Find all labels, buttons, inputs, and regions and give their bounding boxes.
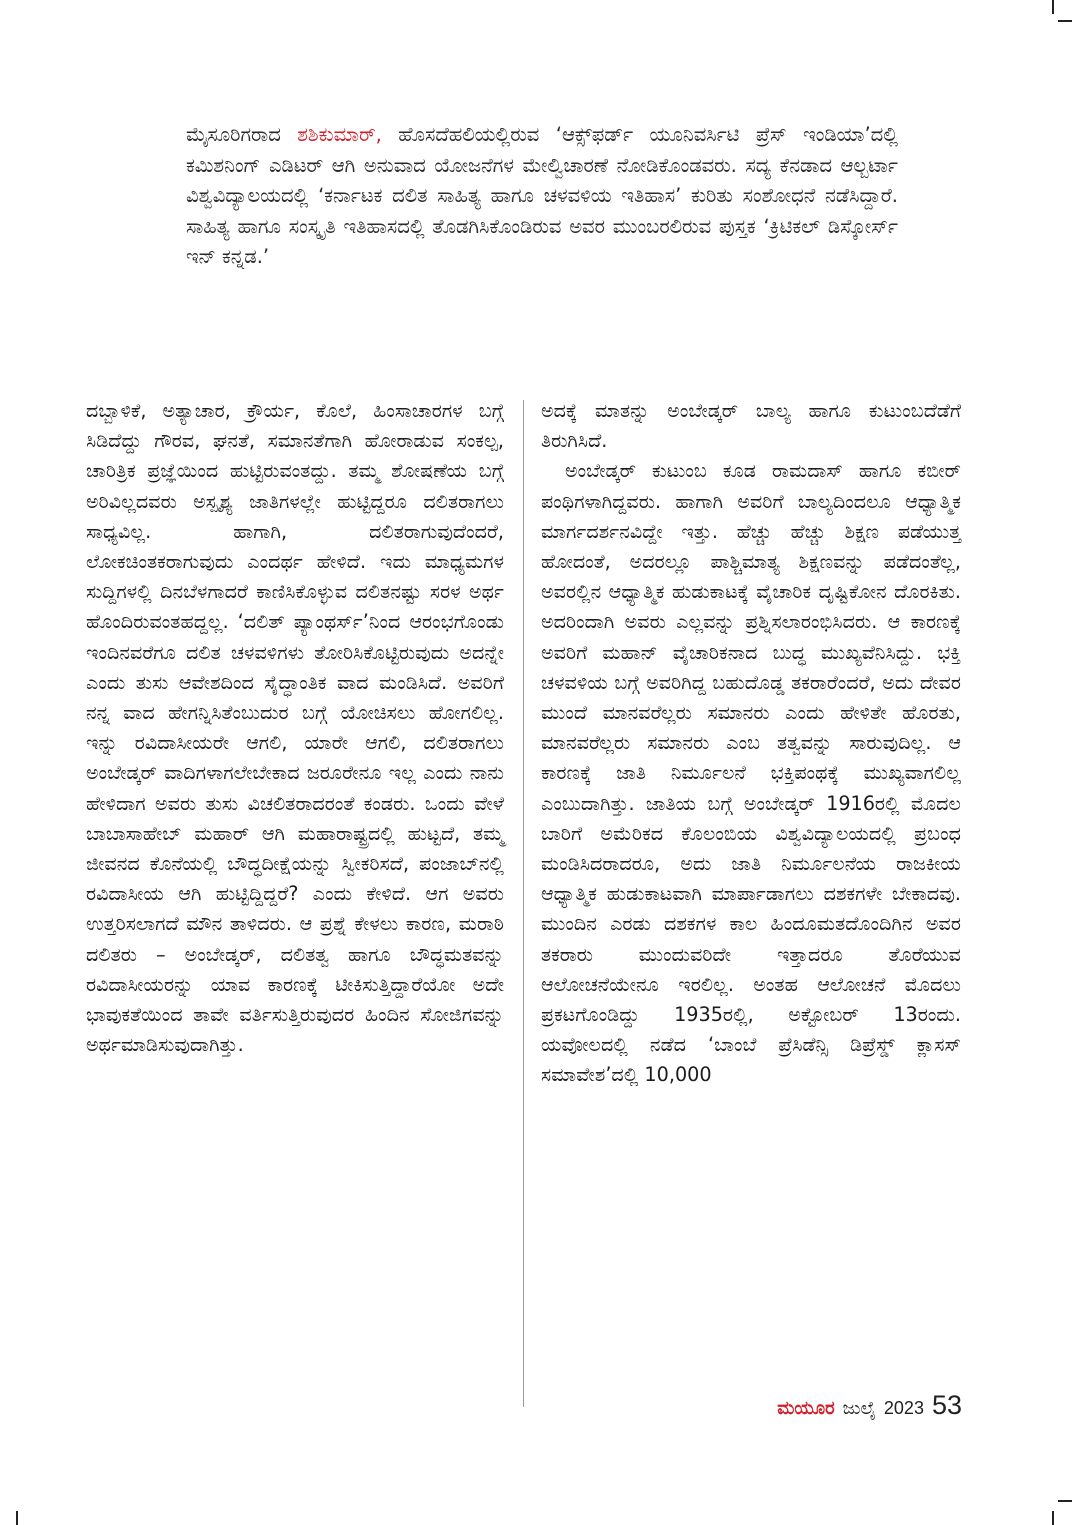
page-footer <box>777 1390 962 1421</box>
issue-month: ಜುಲೈ <box>842 1398 876 1419</box>
crop-mark <box>1052 0 1054 14</box>
magazine-logo: ಮಯೂರ <box>777 1398 835 1419</box>
right-paragraph-2: ಅಂಬೇಡ್ಕರ್ ಕುಟುಂಬ ಕೂಡ ರಾಮದಾಸ್ ಹಾಗೂ ಕಬೀರ್ ಪಂಥಿಗಳಾಗಿದ್ದವರು. ಹಾಗಾಗಿ ಅವರಿಗೆ ಬಾಲ್ಯದಿಂದಲೂ ಆಧ್ಯಾತ್ಮಿಕ ಮಾರ್ಗದರ್ಶನವಿದ್ದೇ ಇತ್ತು. ಹೆಚ್ಚು ಹೆಚ್ಚು ಶಿಕ್ಷಣ ಪಡೆಯುತ್ತ ಹೋದಂತೆ, ಅದರಲ್ಲೂ ಪಾಶ್ಚಿಮಾತ್ಯ ಶಿಕ್ಷಣವನ್ನು ಪಡೆದಂತೆಲ್ಲ, ಅವರಲ್ಲಿನ ಆಧ್ಯಾತ್ಮಿಕ ಹುಡುಕಾಟಕ್ಕೆ ವೈಚಾರಿಕ ದೃಷ್ಟಿಕೋನ ದೊರಕಿತು. ಅದರಿಂದಾಗಿ ಅವರು ಎಲ್ಲವನ್ನು ಪ್ರಶ್ನಿಸಲಾರಂಭಿಸಿದರು. ಆ ಕಾರಣಕ್ಕೆ ಅವರಿಗೆ ಮಹಾನ್ ವೈಚಾರಿಕನಾದ ಬುದ್ಧ ಮುಖ್ಯವೆನಿಸಿದ್ದು. ಭಕ್ತಿ ಚಳವಳಿಯ ಬಗ್ಗೆ ಅವರಿಗಿದ್ದ ಬಹುದೊಡ್ಡ ತಕರಾರೆಂದರೆ, ಅದು ದೇವರ ಮುಂದೆ ಮಾನವರೆಲ್ಲರು ಸಮಾನರು ಎಂದು ಹೇಳಿತೇ ಹೊರತು, ಮಾನವರೆಲ್ಲರು ಸಮಾನರು ಎಂಬ ತತ್ವವನ್ನು ಸಾರುವುದಿಲ್ಲ. ಆ ಕಾರಣಕ್ಕೆ ಜಾತಿ ನಿರ್ಮೂಲನೆ ಭಕ್ತಿಪಂಥಕ್ಕೆ ಮುಖ್ಯವಾಗಲಿಲ್ಲ ಎಂಬುದಾಗಿತ್ತು. ಜಾತಿಯ ಬಗ್ಗೆ ಅಂಬೇಡ್ಕರ್ 1916ರಲ್ಲಿ ಮೊದಲ ಬಾರಿಗೆ ಅಮೆರಿಕದ ಕೊಲಂಬಿಯ ವಿಶ್ವವಿದ್ಯಾಲಯದಲ್ಲಿ ಪ್ರಬಂಧ ಮಂಡಿಸಿದರಾದರೂ, ಅದು ಜಾತಿ ನಿರ್ಮೂಲನೆಯ ರಾಜಕೀಯ ಆಧ್ಯಾತ್ಮಿಕ ಹುಡುಕಾಟವಾಗಿ ಮಾರ್ಪಾಡಾಗಲು ದಶಕಗಳೇ ಬೇಕಾದವು. ಮುಂದಿನ ಎರಡು ದಶಕಗಳ ಕಾಲ ಹಿಂದೂಮತದೊಂದಿಗಿನ ಅವರ ತಕರಾರು ಮುಂದುವರಿದೇ ಇತ್ತಾದರೂ ತೊರೆಯುವ ಆಲೋಚನೆಯೇನೂ ಇರಲಿಲ್ಲ. ಅಂತಹ ಆಲೋಚನೆ ಮೊದಲು ಪ್ರಕಟಗೊಂಡಿದ್ದು 1935ರಲ್ಲಿ, ಅಕ್ಟೋಬರ್ 13ರಂದು. ಯವೋಲದಲ್ಲಿ ನಡೆದ ‘ಬಾಂಬೆ ಪ್ರೆಸಿಡೆನ್ಸಿ ಡಿಪ್ರೆಸ್ಡ್ ಕ್ಲಾಸಸ್ ಸಮಾವೇಶ’ದಲ್ಲಿ 10,000 <box>541 459 961 1087</box>
column-divider <box>523 400 524 1407</box>
crop-mark <box>1058 1500 1072 1502</box>
crop-mark <box>16 1511 18 1525</box>
bio-lead: ಮೈಸೂರಿಗರಾದ <box>186 123 298 146</box>
author-name: ಶಶಿಕುಮಾರ್, <box>297 123 382 146</box>
issue-year: 2023 <box>883 1398 924 1418</box>
right-paragraph-1: ಅದಕ್ಕೆ ಮಾತನ್ನು ಅಂಬೇಡ್ಕರ್ ಬಾಲ್ಯ ಹಾಗೂ ಕುಟುಂಬದೆಡೆಗೆ ತಿರುಗಿಸಿದೆ. <box>541 399 961 453</box>
left-column <box>86 396 504 1060</box>
page-number: 53 <box>931 1390 962 1420</box>
bio-text: ಹೊಸದೆಹಲಿಯಲ್ಲಿರುವ ‘ಆಕ್ಸ್‌ಫರ್ಡ್ ಯೂನಿವರ್ಸಿಟಿ ಪ್ರೆಸ್ ಇಂಡಿಯಾ’ದಲ್ಲಿ ಕಮಿಶನಿಂಗ್ ಎಡಿಟರ್ ಆಗಿ ಅನುವಾದ ಯೋಜನೆಗಳ ಮೇಲ್ವಿಚಾರಣೆ ನೋಡಿಕೊಂಡವರು. ಸದ್ಯ ಕೆನಡಾದ ಆಲ್ಬರ್ಟಾ ವಿಶ್ವವಿದ್ಯಾಲಯದಲ್ಲಿ ‘ಕರ್ನಾಟಕ ದಲಿತ ಸಾಹಿತ್ಯ ಹಾಗೂ ಚಳವಳಿಯ ಇತಿಹಾಸ’ ಕುರಿತು ಸಂಶೋಧನೆ ನಡೆಸಿದ್ದಾರೆ. ಸಾಹಿತ್ಯ ಹಾಗೂ ಸಂಸ್ಕೃತಿ ಇತಿಹಾಸದಲ್ಲಿ ತೊಡಗಿಸಿಕೊಂಡಿರುವ ಅವರ ಮುಂಬರಲಿರುವ ಪುಸ್ತಕ ‘ಕ್ರಿಟಿಕಲ್ ಡಿಸ್ಕೋರ್ಸ್ ಇನ್ ಕನ್ನಡ.’ <box>186 123 898 268</box>
author-bio <box>186 120 898 273</box>
crop-mark <box>1052 1511 1054 1525</box>
left-paragraph: ದಬ್ಬಾಳಿಕೆ, ಅತ್ಯಾಚಾರ, ಕ್ರೌರ್ಯ, ಕೊಲೆ, ಹಿಂಸಾಚಾರಗಳ ಬಗ್ಗೆ ಸಿಡಿದೆದ್ದು ಗೌರವ, ಘನತೆ, ಸಮಾನತೆಗಾಗಿ ಹೋರಾಡುವ ಸಂಕಲ್ಪ, ಚಾರಿತ್ರಿಕ ಪ್ರಜ್ಞೆಯಿಂದ ಹುಟ್ಟಿರುವಂತದ್ದು. ತಮ್ಮ ಶೋಷಣೆಯ ಬಗ್ಗೆ ಅರಿವಿಲ್ಲದವರು ಅಸ್ಪೃಶ್ಯ ಜಾತಿಗಳಲ್ಲೇ ಹುಟ್ಟಿದ್ದರೂ ದಲಿತರಾಗಲು ಸಾಧ್ಯವಿಲ್ಲ. ಹಾಗಾಗಿ, ದಲಿತರಾಗುವುದೆಂದರೆ, ಲೋಕಚಿಂತಕರಾಗುವುದು ಎಂದರ್ಥ ಹೇಳಿದೆ. ಇದು ಮಾಧ್ಯಮಗಳ ಸುದ್ದಿಗಳಲ್ಲಿ ದಿನಬೆಳಗಾದರೆ ಕಾಣಿಸಿಕೊಳ್ಳುವ ದಲಿತನಷ್ಟು ಸರಳ ಅರ್ಥ ಹೊಂದಿರುವಂತಹದ್ದಲ್ಲ. ‘ದಲಿತ್ ಪ್ಯಾಂಥರ್ಸ್’ನಿಂದ ಆರಂಭಗೊಂಡು ಇಂದಿನವರೆಗೂ ದಲಿತ ಚಳವಳಿಗಳು ತೋರಿಸಿಕೊಟ್ಟಿರುವುದು ಅದನ್ನೇ ಎಂದು ತುಸು ಆವೇಶದಿಂದ ಸೈದ್ಧಾಂತಿಕ ವಾದ ಮಂಡಿಸಿದೆ. ಅವರಿಗೆ ನನ್ನ ವಾದ ಹೇಗನ್ನಿಸಿತೆಂಬುದುರ ಬಗ್ಗೆ ಯೋಚಿಸಲು ಹೋಗಲಿಲ್ಲ. ಇನ್ನು ರವಿದಾಸೀಯರೇ ಆಗಲಿ, ಯಾರೇ ಆಗಲಿ, ದಲಿತರಾಗಲು ಅಂಬೇಡ್ಕರ್ ವಾದಿಗಳಾಗಲೇಬೇಕಾದ ಜರೂರೇನೂ ಇಲ್ಲ ಎಂದು ನಾನು ಹೇಳಿದಾಗ ಅವರು ತುಸು ವಿಚಲಿತರಾದರಂತೆ ಕಂಡರು. ಒಂದು ವೇಳೆ ಬಾಬಾಸಾಹೇಬ್ ಮಹಾರ್ ಆಗಿ ಮಹಾರಾಷ್ಟ್ರದಲ್ಲಿ ಹುಟ್ಟದೆ, ತಮ್ಮ ಜೀವನದ ಕೊನೆಯಲ್ಲಿ ಬೌದ್ಧದೀಕ್ಷೆಯನ್ನು ಸ್ವೀಕರಿಸದೆ, ಪಂಜಾಬ್‌ನಲ್ಲಿ ರವಿದಾಸೀಯ ಆಗಿ ಹುಟ್ಟಿದ್ದಿದ್ದರೆ? ಎಂದು ಕೇಳಿದೆ. ಆಗ ಅವರು ಉತ್ತರಿಸಲಾಗದೆ ಮೌನ ತಾಳಿದರು. ಆ ಪ್ರಶ್ನೆ ಕೇಳಲು ಕಾರಣ, ಮರಾಠಿ ದಲಿತರು – ಅಂಬೇಡ್ಕರ್, ದಲಿತತ್ವ ಹಾಗೂ ಬೌದ್ಧಮತವನ್ನು ರವಿದಾಸೀಯರನ್ನು ಯಾವ ಕಾರಣಕ್ಕೆ ಟೀಕಿಸುತ್ತಿದ್ದಾರೆಯೋ ಅದೇ ಭಾವುಕತೆಯಿಂದ ತಾವೇ ವರ್ತಿಸುತ್ತಿರುವುದರ ಹಿಂದಿನ ಸೋಜಿಗವನ್ನು ಅರ್ಥಮಾಡಿಸುವುದಾಗಿತ್ತು. <box>86 399 504 1057</box>
right-column <box>541 396 961 1091</box>
crop-mark <box>1058 20 1072 22</box>
